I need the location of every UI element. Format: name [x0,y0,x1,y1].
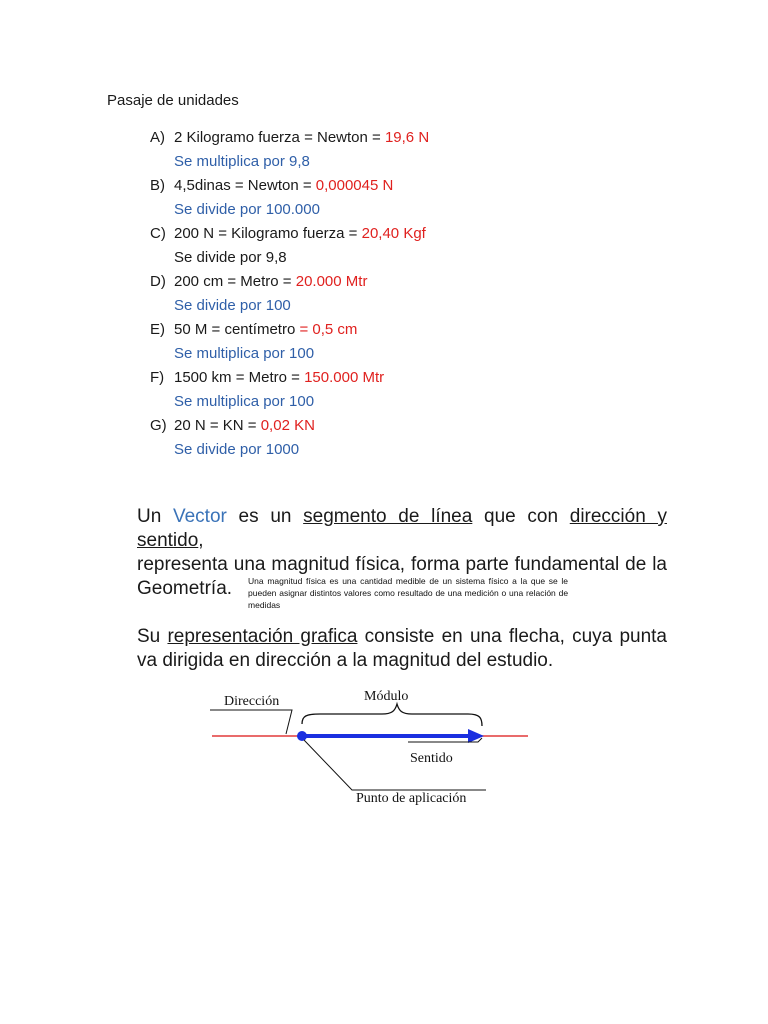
text-fragment: , [198,530,204,551]
item-expression: 4,5dinas = Newton = [174,177,316,194]
vector-diagram [200,676,540,816]
item-note: Se multiplica por 100 [174,345,315,362]
item-answer: 20.000 Mtr [295,273,368,290]
item-note: Se divide por 100 [174,297,291,314]
conversion-list [150,126,429,462]
punto-label: Punto de aplicación [356,791,467,806]
text-fragment: que con [472,506,570,527]
conversion-item [150,318,429,366]
text-fragment: consiste en una flecha, cuya punta va dirigida en dirección a la magnitud del estudio. [137,626,667,671]
vector-paragraph-2 [137,625,667,673]
item-answer: 0,000045 N [315,177,394,194]
geometria-word: Geometría. [137,578,233,599]
text-fragment: es un [226,506,304,527]
item-letter: D) [150,273,166,290]
item-answer: 150.000 Mtr [304,369,385,386]
conversion-line [150,414,429,438]
conversion-item [150,222,429,270]
conversion-line [150,174,429,198]
item-note: Se divide por 100.000 [174,201,320,218]
text-fragment: Un [137,506,173,527]
item-expression: 200 N = Kilogramo fuerza = [174,225,362,242]
item-note: Se divide por 1000 [174,441,300,458]
conversion-line [150,318,429,342]
item-letter: B) [150,177,165,194]
conversion-line [150,222,429,246]
item-expression: 2 Kilogramo fuerza = Newton = [174,129,385,146]
item-expression: 1500 km = Metro = [174,369,305,386]
item-expression: 200 cm = Metro = [174,273,296,290]
conversion-line [150,270,429,294]
conversion-item [150,366,429,414]
punto-leader [304,740,486,790]
item-note: Se divide por 9,8 [174,249,287,266]
item-answer: = 0,5 cm [299,321,358,338]
application-point-icon [297,731,307,741]
vector-paragraph-line1 [137,505,667,553]
item-letter: C) [150,225,166,242]
modulo-brace [302,704,482,726]
conversion-line [150,366,429,390]
item-letter: G) [150,417,167,434]
underlined-representacion: representación grafica [167,626,358,647]
conversion-item [150,174,429,222]
direccion-label: Dirección [224,694,280,709]
item-note: Se multiplica por 9,8 [174,153,310,170]
conversion-item [150,126,429,174]
item-answer: 20,40 Kgf [361,225,426,242]
item-answer: 19,6 N [384,129,430,146]
page-title: Pasaje de unidades [107,92,239,109]
item-expression: 50 M = centímetro [174,321,300,338]
vector-arrowhead-icon [468,729,484,743]
item-letter: E) [150,321,165,338]
magnitud-side-note: Una magnitud física es una cantidad medible de un sistema físico a la que se le pueden asignar distintos valores como resultado de una medición o una relación de medidas [248,576,569,610]
item-answer: 0,02 KN [260,417,315,434]
item-letter: F) [150,369,165,386]
conversion-item [150,270,429,318]
vector-paragraph-line3 [137,577,667,611]
item-letter: A) [150,129,165,146]
underlined-segmento: segmento de línea [303,506,473,527]
modulo-label: Módulo [364,689,409,704]
vector-definition [137,505,667,673]
conversion-line [150,126,429,150]
item-note: Se multiplica por 100 [174,393,315,410]
vector-paragraph-line2: representa una magnitud física, forma parte fundamental de la [137,554,667,575]
sentido-label: Sentido [410,751,453,766]
underlined-direccion: dirección y sentido [137,506,667,551]
conversion-item [150,414,429,462]
item-expression: 20 N = KN = [174,417,261,434]
vector-word: Vector [172,506,227,527]
direccion-leader [210,710,292,734]
text-fragment: Su [137,626,168,647]
